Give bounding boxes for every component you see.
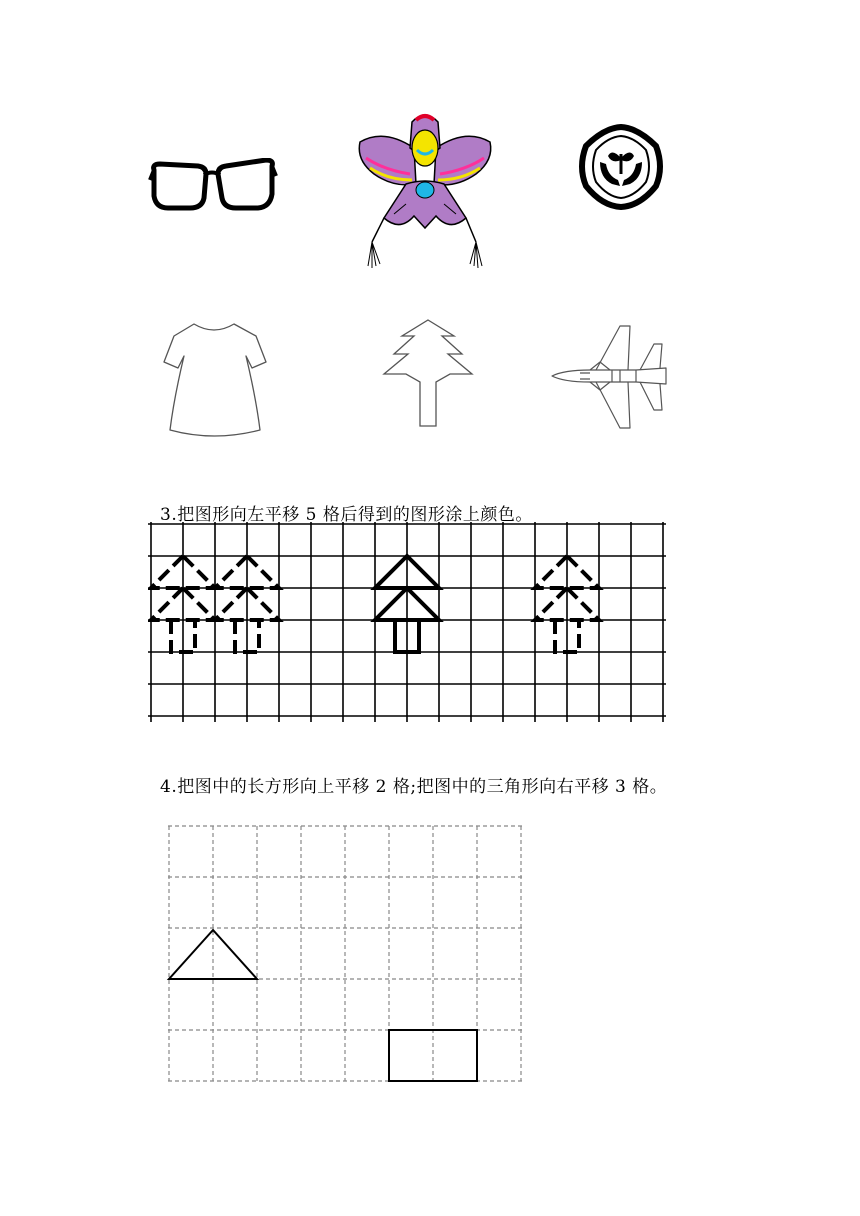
translation-grid-3	[148, 522, 668, 724]
fighter-jet-icon	[550, 322, 672, 432]
dashed-grid-lines	[168, 826, 522, 1081]
pine-tree-icon	[380, 318, 476, 430]
translation-grid-4	[166, 822, 526, 1086]
question-4-text: 4.把图中的长方形向上平移 2 格;把图中的三角形向右平移 3 格。	[160, 777, 668, 797]
recycle-seedling-logo-icon	[578, 124, 664, 210]
question-3-text: 3.把图形向左平移 5 格后得到的图形涂上颜色。	[160, 505, 533, 525]
glasses-icon	[148, 158, 278, 214]
kite-icon	[354, 108, 496, 272]
dress-icon	[160, 318, 270, 438]
